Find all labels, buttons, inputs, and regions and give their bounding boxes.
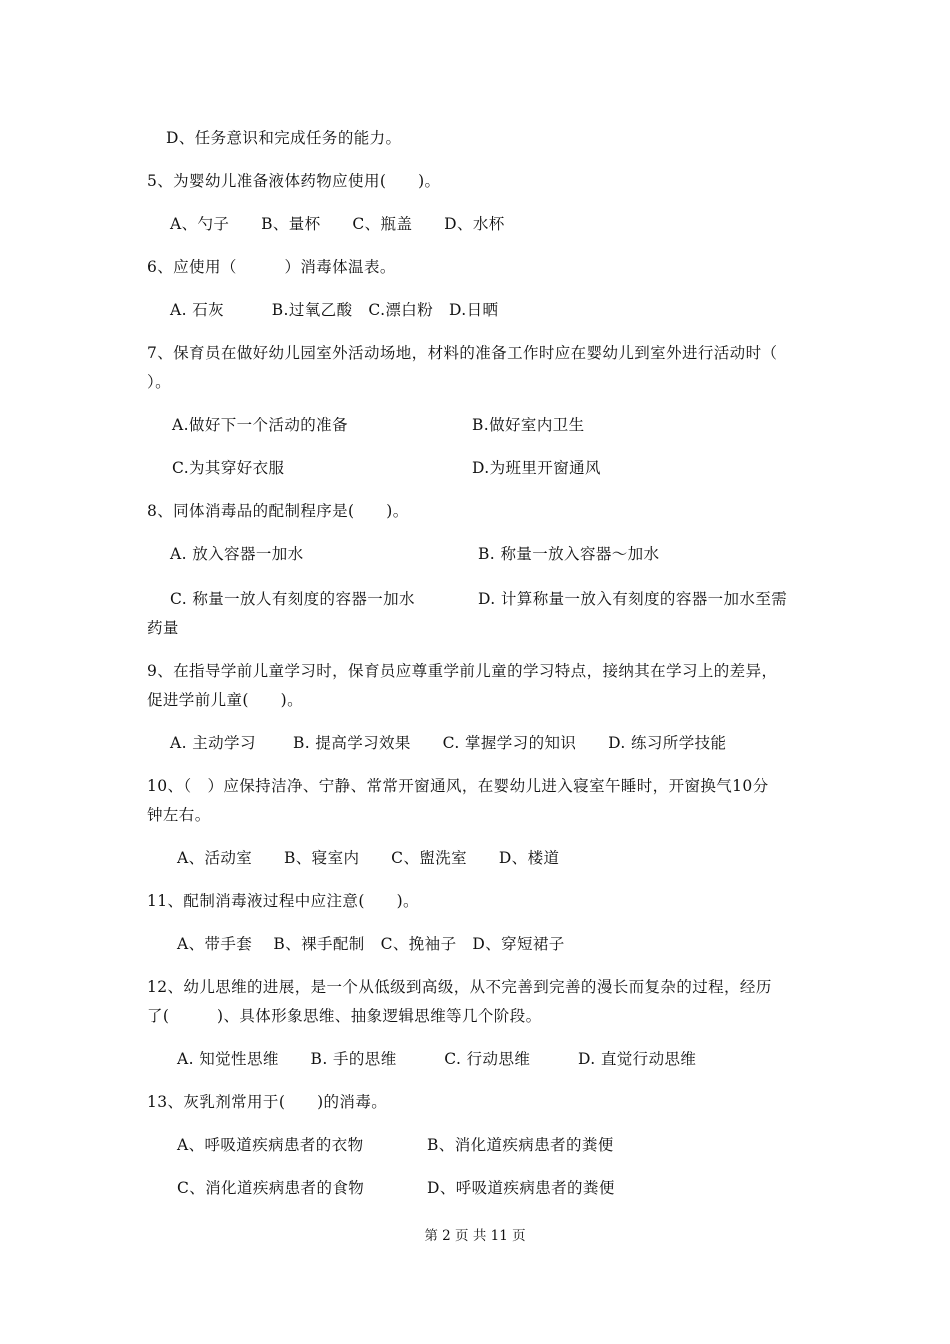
option-8c: C. 称量一放人有刻度的容器一加水 bbox=[170, 590, 415, 608]
question-9-line-2: 促进学前儿童( )。 bbox=[147, 691, 303, 709]
question-12-line-1: 12、幼儿思维的进展，是一个从低级到高级，从不完善到完善的漫长而复杂的过程，经历 bbox=[147, 978, 772, 996]
option-13d: D、呼吸道疾病患者的粪便 bbox=[427, 1179, 615, 1197]
options-9: A. 主动学习 B. 提高学习效果 C. 掌握学习的知识 D. 练习所学技能 bbox=[170, 734, 727, 752]
option-4d: D、任务意识和完成任务的能力。 bbox=[166, 129, 402, 147]
option-8b: B. 称量一放入容器～加水 bbox=[478, 545, 660, 563]
question-8: 8、同体消毒品的配制程序是( )。 bbox=[147, 502, 409, 520]
page-number-footer: 第 2 页 共 11 页 bbox=[424, 1228, 526, 1244]
option-8d: D. 计算称量一放入有刻度的容器一加水至需 bbox=[478, 590, 788, 608]
options-6: A. 石灰 B.过氧乙酸 C.漂白粉 D.日晒 bbox=[170, 301, 499, 319]
question-10-line-2: 钟左右。 bbox=[147, 806, 211, 824]
question-6: 6、应使用（ ）消毒体温表。 bbox=[147, 258, 396, 276]
option-13a: A、呼吸道疾病患者的衣物 bbox=[177, 1136, 364, 1154]
question-10-line-1: 10、（ ）应保持洁净、宁静、常常开窗通风，在婴幼儿进入寝室午睡时，开窗换气10分 bbox=[147, 777, 769, 795]
option-13c: C、消化道疾病患者的食物 bbox=[177, 1179, 365, 1197]
option-7b: B.做好室内卫生 bbox=[472, 416, 585, 434]
option-8d-continued: 药量 bbox=[147, 619, 179, 637]
options-10: A、活动室 B、寝室内 C、盥洗室 D、楼道 bbox=[177, 849, 560, 867]
question-12-line-2: 了( )、具体形象思维、抽象逻辑思维等几个阶段。 bbox=[147, 1007, 542, 1025]
option-8a: A. 放入容器一加水 bbox=[170, 545, 304, 563]
options-5: A、勺子 B、量杯 C、瓶盖 D、水杯 bbox=[170, 215, 505, 233]
question-11: 11、配制消毒液过程中应注意( )。 bbox=[147, 892, 419, 910]
question-5: 5、为婴幼儿准备液体药物应使用( )。 bbox=[147, 172, 441, 190]
question-7-line-1: 7、保育员在做好幼儿园室外活动场地，材料的准备工作时应在婴幼儿到室外进行活动时（ bbox=[147, 344, 778, 362]
options-12: A. 知觉性思维 B. 手的思维 C. 行动思维 D. 直觉行动思维 bbox=[177, 1050, 697, 1068]
question-7-line-2: ）。 bbox=[147, 373, 172, 391]
option-13b: B、消化道疾病患者的粪便 bbox=[427, 1136, 614, 1154]
option-7c: C.为其穿好衣服 bbox=[172, 459, 285, 477]
question-13: 13、灰乳剂常用于( )的消毒。 bbox=[147, 1093, 388, 1111]
question-9-line-1: 9、在指导学前儿童学习时，保育员应尊重学前儿童的学习特点，接纳其在学习上的差异， bbox=[147, 662, 778, 680]
options-11: A、带手套 B、裸手配制 C、挽袖子 D、穿短裙子 bbox=[177, 935, 565, 953]
option-7d: D.为班里开窗通风 bbox=[472, 459, 601, 477]
option-7a: A.做好下一个活动的准备 bbox=[172, 416, 348, 434]
